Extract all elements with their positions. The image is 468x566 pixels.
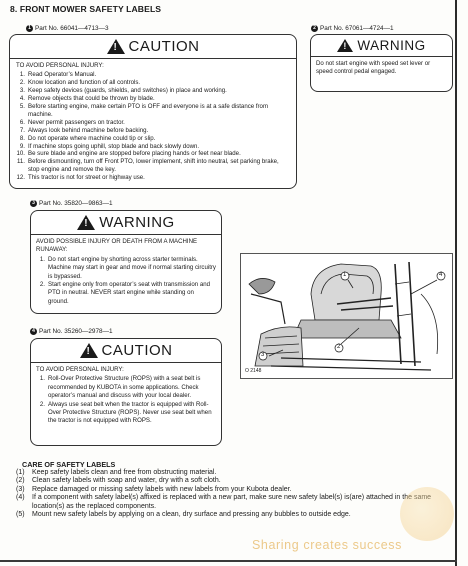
callout-badge-1: 1: [26, 25, 33, 32]
diagram-callout-label-4: 4: [439, 272, 443, 278]
label-1-list-item-number: 3.: [19, 86, 25, 94]
label-3-list-item: [36, 256, 216, 281]
label-1-list-item: [16, 150, 290, 158]
label-4-list-item-text: Roll-Over Protective Structure (ROPS) with a seat belt is recommended by KUBOTA in some applications. Check operator’s manual and discuss with your local dealer.: [48, 375, 201, 400]
label-2-text: Do not start engine with speed set lever or speed control pedal engaged.: [316, 60, 431, 75]
label-1-list-item: [16, 79, 290, 87]
label-1-part-number: 1 Part No. 66041—4713—3: [26, 25, 109, 32]
care-list-item-number: (1): [16, 469, 25, 476]
label-1-list-item-text: Do not operate where machine could tip or slip.: [28, 134, 156, 142]
care-list-item: [16, 469, 451, 477]
warning-triangle-icon: !: [107, 39, 125, 54]
label-3-intro: AVOID POSSIBLE INJURY OR DEATH FROM A MACHINE RUNAWAY:: [36, 238, 198, 254]
warning-triangle-icon: !: [337, 39, 353, 52]
label-1-intro: TO AVOID PERSONAL INJURY:: [16, 62, 104, 69]
label-1-list-item-number: 1.: [19, 70, 25, 78]
caution-label-1: [9, 34, 297, 189]
figure-code: O 2148: [245, 368, 262, 374]
section-title: 8. FRONT MOWER SAFETY LABELS: [10, 4, 162, 14]
label-4-list-item: [36, 401, 216, 426]
label-4-list-item-number: 2.: [39, 400, 45, 408]
signal-word: CAUTION: [101, 342, 173, 359]
label-1-list-item: [16, 127, 290, 135]
label-1-list-item-text: Always look behind machine before backing.: [28, 126, 149, 134]
label-1-list-item-text: Before dismounting, turn off Front PTO, lower implement, shift into neutral, set parking brake, stop engine and remove the key.: [28, 158, 279, 174]
label-1-list-item-number: 4.: [19, 94, 25, 102]
tractor-seat-diagram: [240, 253, 453, 379]
label-1-list-item: [16, 135, 290, 143]
label-1-list-item-number: 12.: [16, 174, 25, 182]
label-1-list-item-number: 6.: [19, 118, 25, 126]
label-4-list-item: [36, 375, 216, 400]
care-list-item: [16, 486, 451, 494]
diagram-callout-label-3: 3: [261, 352, 265, 358]
label-1-list-item-number: 2.: [19, 78, 25, 86]
watermark-text: Sharing creates success: [252, 538, 402, 552]
label-3-header: [31, 211, 221, 235]
label-1-list-item-text: Never permit passengers on tractor.: [28, 118, 125, 126]
label-4-part-number: 4 Part No. 35260—2978—1: [30, 328, 113, 335]
label-4-list-item-number: 1.: [39, 375, 45, 383]
label-1-list-item-number: 9.: [19, 142, 25, 150]
label-1-list-item-text: Know location and function of all controls.: [28, 78, 141, 86]
care-list-item-text: If a component with safety label(s) affixed is replaced with a new part, make sure new safety label(s) is(are) attached in the same location(s) as the replaced components.: [32, 494, 432, 510]
warning-label-2: [310, 34, 453, 92]
callout-badge-3: 3: [30, 200, 37, 207]
label-3-list-item-text: Start engine only from operator’s seat with transmission and PTO in neutral. NEVER start engine while standing on ground.: [48, 281, 211, 305]
label-1-list-item: [16, 87, 290, 95]
label-1-list-item-text: Read Operator’s Manual.: [28, 70, 97, 78]
callout-badge-4: 4: [30, 328, 37, 335]
label-3-list-item-text: Do not start engine by shorting across starter terminals. Machine may start in gear and move if normal starting circuitry is bypassed.: [48, 255, 216, 280]
care-list-item-text: Clean safety labels with soap and water, dry with a soft cloth.: [32, 477, 221, 485]
label-1-list-item-number: 8.: [19, 134, 25, 142]
label-4-list-item-text: Always use seat belt when the tractor is equipped with Roll-Over Protective Structure (ROPS). Never use seat belt when the tractor is not equipped with ROPS.: [48, 400, 212, 425]
label-1-list-item-text: This tractor is not for street or highway use.: [28, 174, 145, 182]
care-list-item-text: Mount new safety labels by applying on a clean, dry surface and pressing any bubbles to outside edge.: [32, 511, 351, 519]
label-1-list-item-number: 5.: [19, 102, 25, 110]
label-1-list-item: [16, 174, 290, 182]
label-1-list-item-text: Be sure blade and engine are stopped before placing hands or feet near blade.: [28, 150, 241, 158]
care-list-item: [16, 511, 451, 519]
label-1-list-item: [16, 143, 290, 151]
label-1-list-item: [16, 95, 290, 103]
label-4-intro: TO AVOID PERSONAL INJURY:: [36, 366, 124, 373]
label-1-list-item-number: 7.: [19, 126, 25, 134]
label-1-list-item-text: Remove objects that could be thrown by blade.: [28, 94, 155, 102]
right-margin-rule: [455, 0, 457, 566]
care-list-item-text: Replace damaged or missing safety labels with new labels from your Kubota dealer.: [32, 485, 292, 493]
callout-badge-2: 2: [311, 25, 318, 32]
label-4-list: [36, 375, 216, 425]
label-1-list-item: [16, 71, 290, 79]
label-3-list-item-number: 1.: [39, 255, 45, 263]
diagram-callout-label-2: 2: [337, 344, 341, 350]
label-1-list-item: [16, 119, 290, 127]
label-3-list: [36, 256, 216, 306]
signal-word: WARNING: [99, 214, 175, 231]
care-list-item: [16, 494, 451, 511]
care-title: CARE OF SAFETY LABELS: [22, 460, 116, 469]
warning-triangle-icon: !: [77, 215, 95, 230]
label-1-list-item-number: 10.: [16, 150, 25, 158]
label-3-part-number: 3 Part No. 35820—9863—1: [30, 200, 113, 207]
label-1-list-item-text: If machine stops going uphill, stop blade and back slowly down.: [28, 142, 200, 150]
care-list: [16, 469, 451, 519]
label-1-list: [16, 71, 290, 182]
label-1-list-item-text: Keep safety devices (guards, shields, and switches) in place and working.: [28, 86, 227, 94]
label-1-list-item-text: Before starting engine, make certain PTO is OFF and everyone is at a safe distance from machine.: [28, 102, 269, 118]
diagram-callout-label-1: 1: [343, 272, 347, 278]
label-4-header: [31, 339, 221, 363]
label-1-list-item: [16, 103, 290, 119]
label-3-list-item: [36, 281, 216, 306]
caution-label-4: [30, 338, 222, 446]
care-list-item-number: (5): [16, 511, 25, 519]
label-3-list-item-number: 2.: [39, 281, 45, 289]
care-list-item: [16, 477, 451, 485]
label-2-part-number: 2 Part No. 67061—4724—1: [311, 25, 394, 32]
signal-word: WARNING: [357, 38, 426, 53]
care-list-item-number: (4): [16, 494, 25, 502]
warning-label-3: [30, 210, 222, 314]
bottom-rule: [0, 560, 457, 562]
watermark-logo: [400, 487, 454, 541]
care-list-item-text: Keep safety labels clean and free from obstructing material.: [32, 469, 217, 476]
label-2-header: [311, 35, 452, 57]
warning-triangle-icon: !: [80, 343, 98, 358]
label-1-list-item: [16, 158, 290, 174]
label-1-list-item-number: 11.: [16, 158, 25, 166]
care-list-item-number: (3): [16, 485, 25, 493]
care-list-item-number: (2): [16, 477, 25, 485]
signal-word: CAUTION: [128, 38, 200, 55]
label-1-header: [10, 35, 296, 59]
tractor-seat-illustration: [241, 254, 452, 378]
